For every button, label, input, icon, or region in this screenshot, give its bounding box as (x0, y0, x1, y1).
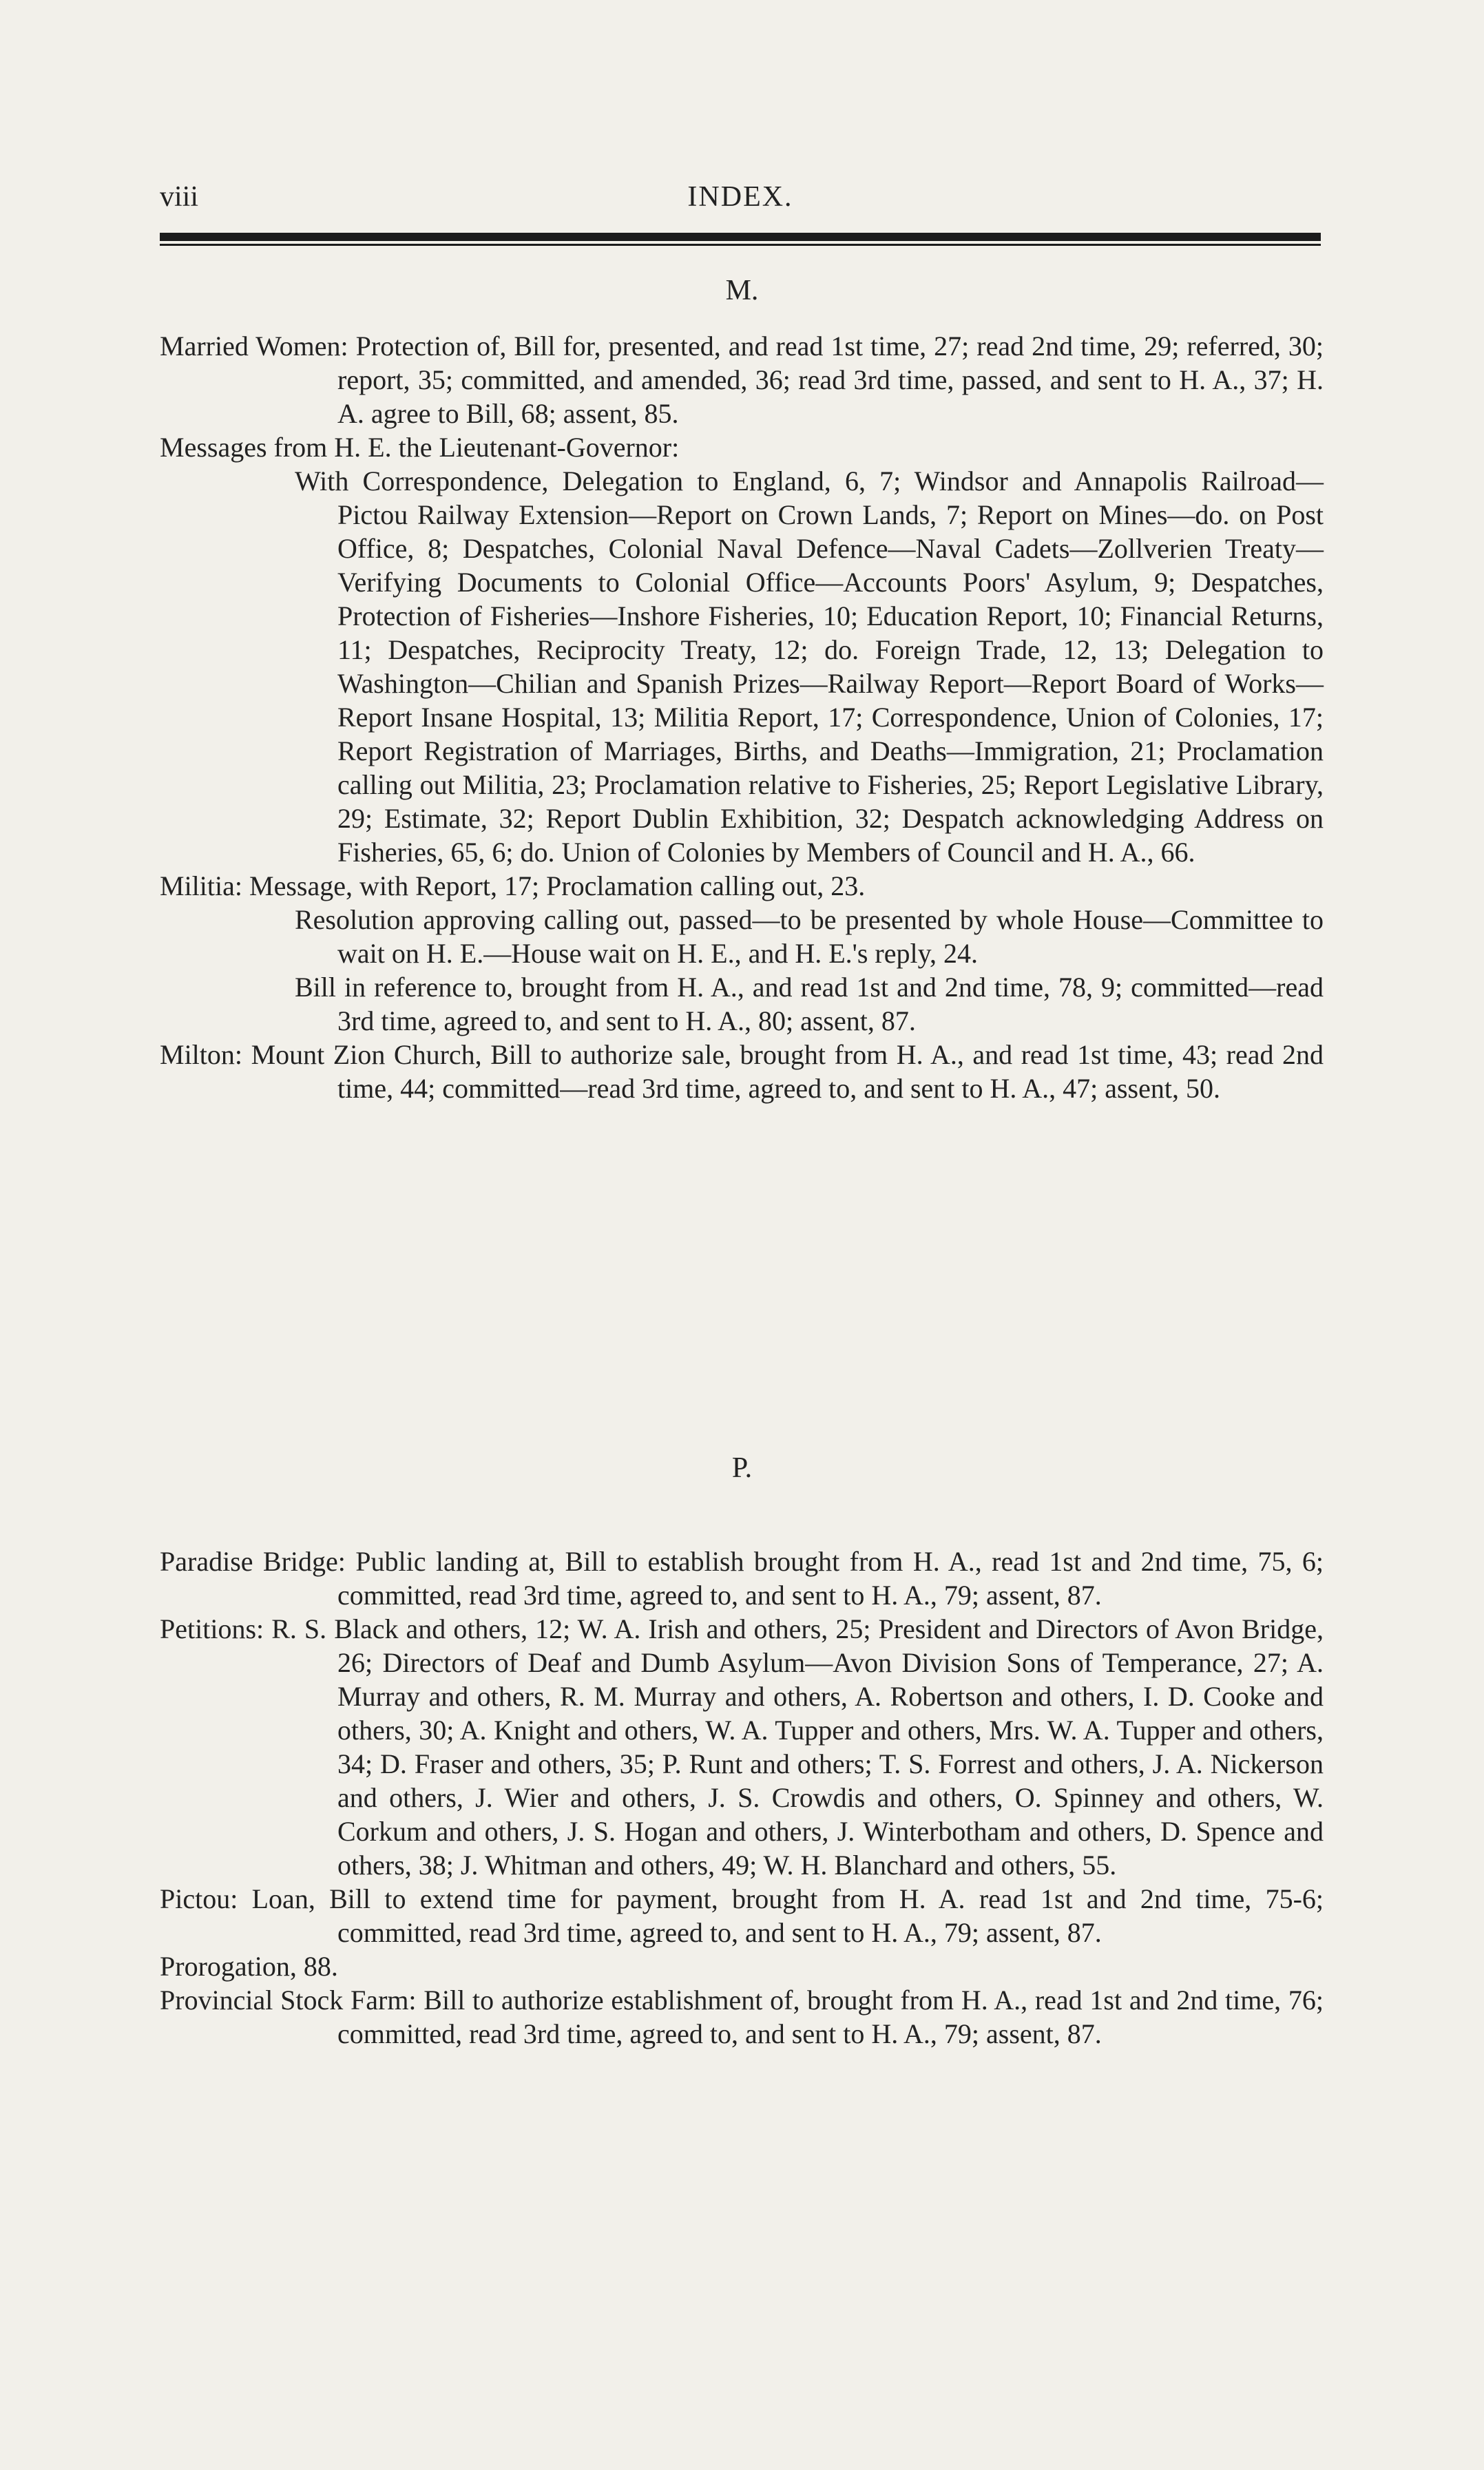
entry-term: Petitions: (160, 1613, 264, 1644)
index-entry-prorogation (160, 1949, 1324, 1983)
section-m-entries (160, 329, 1324, 1105)
entry-term: Provincial Stock Farm: (160, 1985, 417, 2016)
index-entry-married-women (160, 329, 1324, 430)
header-rule-thick (160, 233, 1321, 241)
entry-term: Prorogation, (160, 1951, 297, 1982)
entry-term: Milton: (160, 1039, 243, 1070)
index-entry-provincial-stock-farm (160, 1983, 1324, 2051)
index-subentry-messages-correspondence: With Correspondence, Delegation to England, 6, 7; Windsor and Annapolis Railroad—Pictou Railway Extension—Report on Crown Lands, 7; Report on Mines—do. on Post Office, 8; Despatches, Colonial Naval Defence—Naval Cadets—Zollverien Treaty—Verifying Documents to Colonial Office—Accounts Poors' Asylum, 9; Despatches, Protection of Fisheries—Inshore Fisheries, 10; Education Report, 10; Financial Returns, 11; Despatches, Reciprocity Treaty, 12; do. Foreign Trade, 12, 13; Delegation to Washington—Chilian and Spanish Prizes—Railway Report—Report Board of Works—Report Insane Hospital, 13; Militia Report, 17; Correspondence, Union of Colonies, 17; Report Registration of Marriages, Births, and Deaths—Immigration, 21; Proclamation calling out Militia, 23; Proclamation relative to Fisheries, 25; Report Legislative Library, 29; Estimate, 32; Report Dublin Exhibition, 32; Despatch acknowledging Address on Fisheries, 65, 6; do. Union of Colonies by Members of Council and H. A., 66. (295, 465, 1324, 868)
entry-text: Message, with Report, 17; Proclamation calling out, 23. (249, 870, 866, 901)
entry-text: R. S. Black and others, 12; W. A. Irish and others, 25; President and Directors of Avon Bridge, 26; Directors of Deaf and Dumb Asylum—Avon Division Sons of Temperance, 27; A. Murray and others, R. M. Murray and others, A. Robertson and others, I. D. Cooke and others, 30; A. Knight and others, W. A. Tupper and others, Mrs. W. A. Tupper and others, 34; D. Fraser and others, 35; P. Runt and others; T. S. Forrest and others, J. A. Nickerson and others, J. Wier and others, J. S. Crowdis and others, O. Spinney and others, W. Corkum and others, J. S. Hogan and others, J. Winterbotham and others, D. Spence and others, 38; J. Whitman and others, 49; W. H. Blanchard and others, 55. (271, 1613, 1324, 1881)
entry-term: Married Women: (160, 331, 348, 362)
index-entry-milton (160, 1038, 1324, 1105)
index-entry-paradise-bridge (160, 1545, 1324, 1612)
entry-text: Protection of, Bill for, presented, and read 1st time, 27; read 2nd time, 29; referred, 30; report, 35; committed, and amended, 36; read 3rd time, passed, and sent to H. A., 37; H. A. agree to Bill, 68; assent, 85. (337, 331, 1324, 429)
index-entry-pictou (160, 1882, 1324, 1949)
section-letter-m: M. (725, 275, 759, 306)
section-p-entries (160, 1545, 1324, 2051)
entry-text: Bill to authorize establishment of, brought from H. A., read 1st and 2nd time, 76; committed, read 3rd time, agreed to, and sent to H. A., 79; assent, 87. (337, 1985, 1324, 2049)
entry-term: Militia: (160, 870, 242, 901)
section-letter-p: P. (731, 1452, 753, 1484)
entry-text: Public landing at, Bill to establish brought from H. A., read 1st and 2nd time, 75, 6; committed, read 3rd time, agreed to, and sent to H. A., 79; assent, 87. (337, 1546, 1324, 1611)
entry-term: Paradise Bridge: (160, 1546, 346, 1577)
index-entry-petitions (160, 1612, 1324, 1882)
entry-term: Pictou: (160, 1883, 238, 1914)
page-title: INDEX. (687, 181, 793, 213)
entry-text: Loan, Bill to extend time for payment, brought from H. A. read 1st and 2nd time, 75-6; committed, read 3rd time, agreed to, and sent to H. A., 79; assent, 87. (251, 1883, 1324, 1948)
page-number: viii (160, 181, 199, 213)
index-subentry-militia-bill: Bill in reference to, brought from H. A., and read 1st and 2nd time, 78, 9; committed—read 3rd time, agreed to, and sent to H. A., 80; assent, 87. (295, 972, 1324, 1036)
entry-text: Mount Zion Church, Bill to authorize sale, brought from H. A., and read 1st time, 43; read 2nd time, 44; committed—read 3rd time, agreed to, and sent to H. A., 47; assent, 50. (251, 1039, 1324, 1104)
entry-term: Messages from H. E. the Lieutenant-Governor: (160, 432, 680, 463)
index-entry-messages (160, 430, 1324, 464)
index-subentry-militia-resolution: Resolution approving calling out, passed—to be presented by whole House—Committee to wait on H. E.—House wait on H. E., and H. E.'s reply, 24. (295, 904, 1324, 969)
header-rule-thin (160, 244, 1321, 246)
entry-text: 88. (303, 1951, 338, 1982)
index-entry-militia (160, 869, 1324, 903)
running-head (160, 180, 1321, 222)
